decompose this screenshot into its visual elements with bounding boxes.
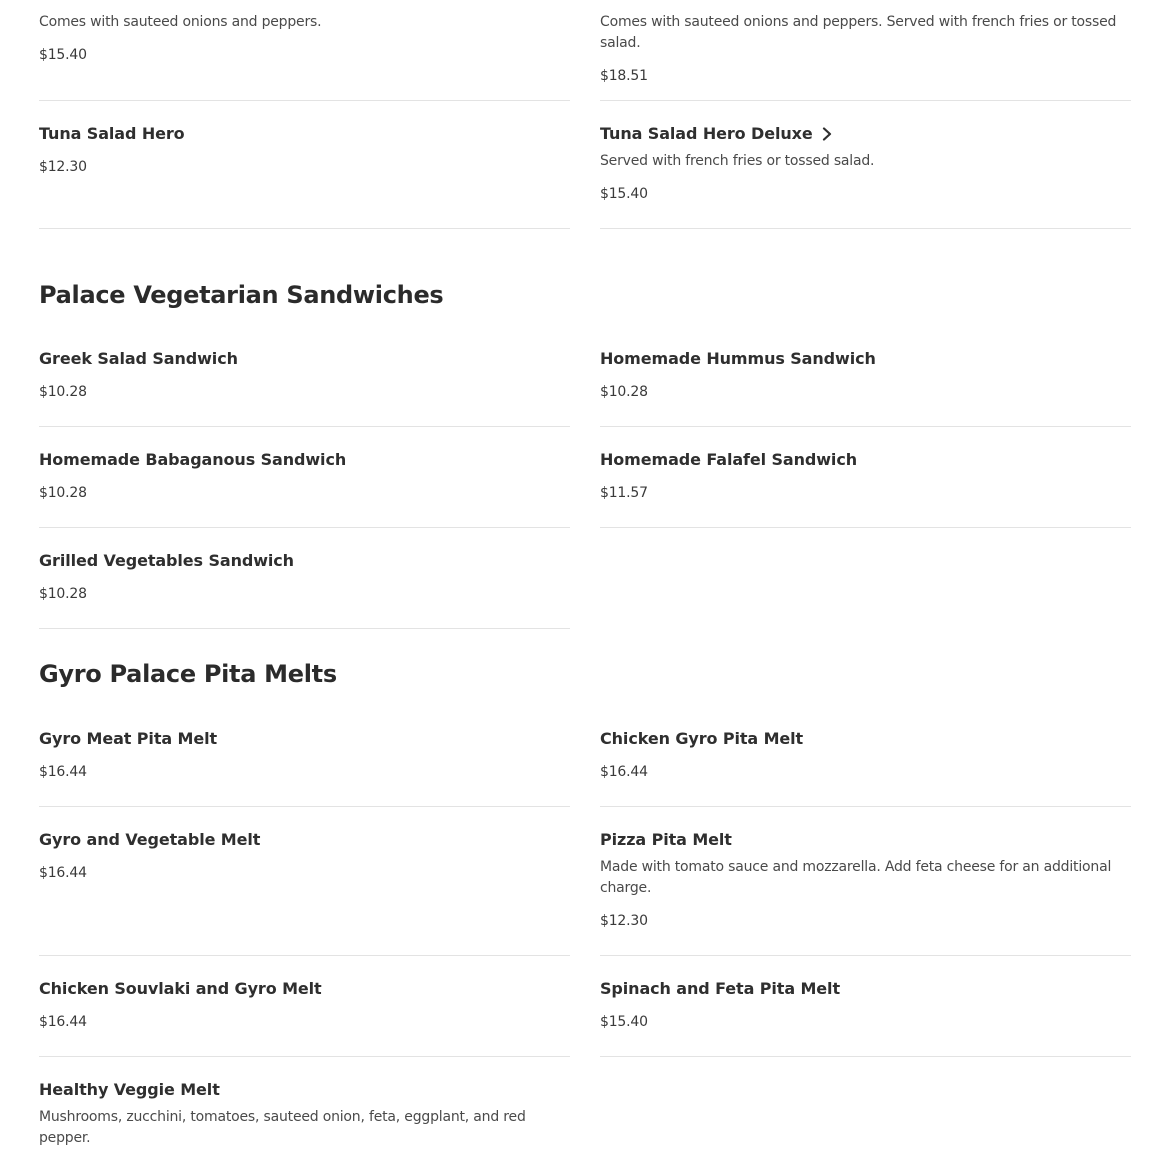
chevron-right-icon[interactable] — [820, 127, 834, 141]
item-price: $16.44 — [600, 764, 648, 780]
item-price: $15.40 — [39, 47, 87, 63]
menu-item-homemade-hummus-sandwich[interactable] — [600, 326, 1131, 427]
item-description: Mushrooms, zucchini, tomatoes, sauteed onion, feta, eggplant, and red pepper. — [39, 1109, 526, 1146]
item-name: Grilled Vegetables Sandwich — [39, 551, 294, 570]
section-title-vegetarian: Palace Vegetarian Sandwiches — [39, 281, 444, 309]
item-name: Tuna Salad Hero — [39, 124, 185, 143]
item-name: Gyro Meat Pita Melt — [39, 729, 218, 748]
item-name: Pizza Pita Melt — [600, 830, 732, 849]
item-price: $18.51 — [600, 68, 648, 84]
item-price: $10.28 — [39, 384, 87, 400]
top-section-items — [39, 0, 1131, 229]
item-price: $16.44 — [39, 865, 87, 881]
item-name: Tuna Salad Hero Deluxe — [600, 124, 813, 143]
menu-item-pizza-pita-melt[interactable] — [600, 807, 1131, 956]
menu-item-homemade-babaganous-sandwich[interactable] — [39, 427, 570, 528]
item-name: Healthy Veggie Melt — [39, 1080, 220, 1099]
item-name: Chicken Souvlaki and Gyro Melt — [39, 979, 322, 998]
item-name: Gyro and Vegetable Melt — [39, 830, 261, 849]
menu-item-healthy-veggie-melt[interactable] — [39, 1057, 570, 1173]
item-price: $16.44 — [39, 764, 87, 780]
item-description: Comes with sauteed onions and peppers. Served with french fries or tossed salad. — [600, 14, 1117, 51]
item-price: $11.57 — [600, 485, 648, 501]
section-title-pita-melts: Gyro Palace Pita Melts — [39, 660, 337, 688]
menu-item-spinach-and-feta-pita-melt[interactable] — [600, 956, 1131, 1057]
item-price: $15.40 — [600, 1014, 648, 1030]
item-name: Spinach and Feta Pita Melt — [600, 979, 840, 998]
vegetarian-items — [39, 326, 1131, 629]
item-description: Served with french fries or tossed salad. — [600, 153, 875, 169]
menu-item-tuna-salad-hero-deluxe[interactable] — [600, 101, 1131, 229]
menu-item-chicken-gyro-pita-melt[interactable] — [600, 706, 1131, 807]
item-name: Greek Salad Sandwich — [39, 349, 238, 368]
item-name-row — [600, 123, 834, 145]
menu-item-gyro-and-vegetable-melt[interactable] — [39, 807, 570, 956]
pita-melt-items — [39, 706, 1131, 1173]
item-price: $12.30 — [600, 913, 648, 929]
menu-item-grilled-vegetables-sandwich[interactable] — [39, 528, 570, 629]
item-price: $10.28 — [39, 485, 87, 501]
item-price: $10.28 — [39, 586, 87, 602]
item-price: $16.44 — [39, 1014, 87, 1030]
menu-item-greek-salad-sandwich[interactable] — [39, 326, 570, 427]
item-name: Homemade Babaganous Sandwich — [39, 450, 347, 469]
menu-item-chicken-souvlaki-and-gyro-melt[interactable] — [39, 956, 570, 1057]
menu-item-gyro-meat-pita-melt[interactable] — [39, 706, 570, 807]
item-name: Homemade Hummus Sandwich — [600, 349, 876, 368]
item-description: Comes with sauteed onions and peppers. — [39, 14, 322, 30]
item-price: $12.30 — [39, 159, 87, 175]
item-price: $10.28 — [600, 384, 648, 400]
menu-item-homemade-falafel-sandwich[interactable] — [600, 427, 1131, 528]
item-name: Chicken Gyro Pita Melt — [600, 729, 804, 748]
item-name: Homemade Falafel Sandwich — [600, 450, 857, 469]
item-price: $15.40 — [600, 186, 648, 202]
item-description: Made with tomato sauce and mozzarella. Add feta cheese for an additional charge. — [600, 859, 1112, 896]
menu-item-top-2[interactable] — [600, 0, 1131, 101]
menu-item-tuna-salad-hero[interactable] — [39, 101, 570, 229]
menu-item-top-1[interactable] — [39, 0, 570, 101]
